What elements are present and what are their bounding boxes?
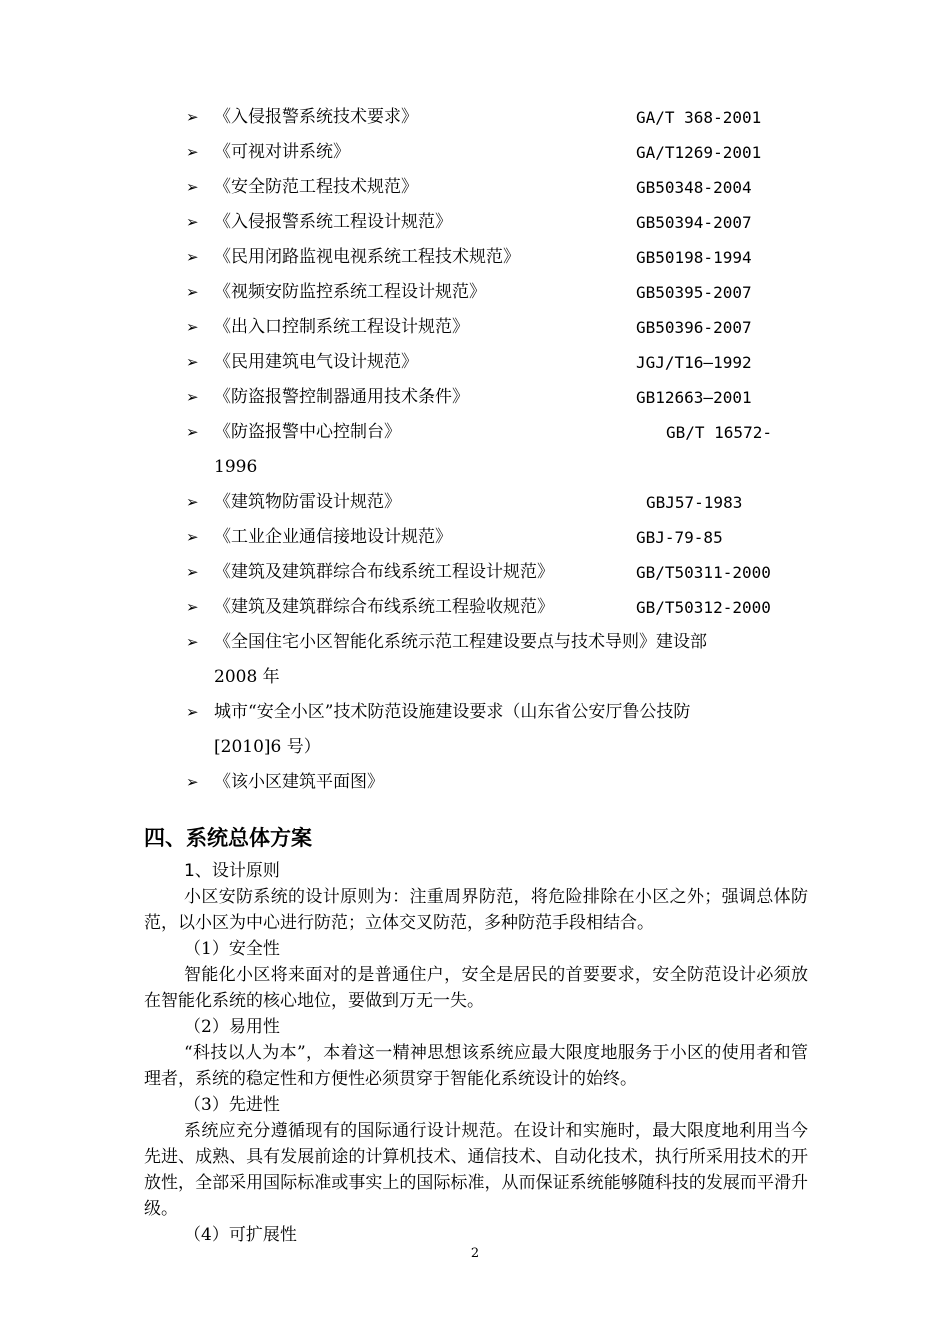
reference-code: GB50198-1994 [636,248,752,267]
arrow-bullet-icon: ➢ [186,493,199,511]
reference-code: GA/T 368-2001 [636,108,762,127]
reference-code: GA/T1269-2001 [636,143,762,162]
reference-title: 《民用建筑电气设计规范》 [214,352,418,372]
reference-title: 《入侵报警系统工程设计规范》 [214,212,452,232]
list-item [186,205,806,240]
reference-code: GBJ57-1983 [646,493,743,512]
reference-title: 《该小区建筑平面图》 [214,772,384,792]
reference-code: GB/T50311-2000 [636,563,771,582]
arrow-bullet-icon: ➢ [186,318,199,336]
list-item [186,485,806,520]
reference-continuation: 1996 [214,457,258,477]
reference-title: 《民用闭路监视电视系统工程技术规范》 [214,247,520,267]
principle-label: （3）先进性 [184,1095,280,1115]
section-heading: 四、系统总体方案 [144,826,312,850]
list-item [186,100,806,135]
reference-code: GB12663—2001 [636,388,752,407]
arrow-bullet-icon: ➢ [186,528,199,546]
reference-code: GB50396-2007 [636,318,752,337]
reference-code: GB/T 16572- [666,423,772,442]
reference-title: 《可视对讲系统》 [214,142,350,162]
principle-label: （4）可扩展性 [184,1225,297,1245]
reference-code: GB/T50312-2000 [636,598,771,617]
arrow-bullet-icon: ➢ [186,703,199,721]
arrow-bullet-icon: ➢ [186,213,199,231]
reference-title: 城市“安全小区”技术防范设施建设要求（山东省公安厅鲁公技防 [214,702,691,722]
list-item [186,275,806,310]
reference-list [186,100,806,800]
list-item [186,345,806,380]
list-item [186,695,806,730]
list-item [186,310,806,345]
arrow-bullet-icon: ➢ [186,248,199,266]
list-item [186,625,806,660]
reference-code: GB50394-2007 [636,213,752,232]
reference-title: 《入侵报警系统技术要求》 [214,107,418,127]
arrow-bullet-icon: ➢ [186,423,199,441]
principle-text: 系统应充分遵循现有的国际通行设计规范。在设计和实施时，最大限度地利用当今先进、成熟、具有发展前途的计算机技术、通信技术、自动化技术，执行所采用技术的开放性，全部采用国际标准或事实上的国际标准，从而保证系统能够随科技的发展而平滑升级。 [144,1121,808,1219]
reference-title: 《防盗报警中心控制台》 [214,422,401,442]
list-item [186,415,806,450]
reference-title: 《视频安防监控系统工程设计规范》 [214,282,486,302]
reference-continuation: 2008 年 [214,667,280,687]
reference-title: 《建筑及建筑群综合布线系统工程设计规范》 [214,562,554,582]
principle-text: “科技以人为本”，本着这一精神思想该系统应最大限度地服务于小区的使用者和管理者，系统的稳定性和方便性必须贯穿于智能化系统设计的始终。 [144,1043,808,1089]
reference-title: 《防盗报警控制器通用技术条件》 [214,387,469,407]
reference-code: GB50395-2007 [636,283,752,302]
reference-title: 《全国住宅小区智能化系统示范工程建设要点与技术导则》建设部 [214,632,707,652]
reference-title: 《出入口控制系统工程设计规范》 [214,317,469,337]
reference-continuation: [2010]6 号） [214,737,321,757]
arrow-bullet-icon: ➢ [186,143,199,161]
list-item [186,380,806,415]
list-item [186,555,806,590]
list-item [186,240,806,275]
arrow-bullet-icon: ➢ [186,563,199,581]
intro-paragraph: 小区安防系统的设计原则为：注重周界防范，将危险排除在小区之外；强调总体防范，以小区为中心进行防范；立体交叉防范，多种防范手段相结合。 [144,887,808,933]
list-item [186,135,806,170]
arrow-bullet-icon: ➢ [186,178,199,196]
arrow-bullet-icon: ➢ [186,353,199,371]
reference-code: GB50348-2004 [636,178,752,197]
page-number: 2 [470,1246,480,1261]
reference-code: GBJ-79-85 [636,528,723,547]
subsection-heading: 1、设计原则 [184,861,280,881]
arrow-bullet-icon: ➢ [186,388,199,406]
reference-code: JGJ/T16—1992 [636,353,752,372]
arrow-bullet-icon: ➢ [186,773,199,791]
reference-title: 《建筑物防雷设计规范》 [214,492,401,512]
principle-label: （1）安全性 [184,939,280,959]
arrow-bullet-icon: ➢ [186,633,199,651]
list-item [186,765,806,800]
reference-title: 《建筑及建筑群综合布线系统工程验收规范》 [214,597,554,617]
reference-title: 《安全防范工程技术规范》 [214,177,418,197]
section-body [144,858,808,1248]
list-item [186,170,806,205]
reference-title: 《工业企业通信接地设计规范》 [214,527,452,547]
list-item [186,590,806,625]
arrow-bullet-icon: ➢ [186,108,199,126]
arrow-bullet-icon: ➢ [186,598,199,616]
list-item [186,520,806,555]
arrow-bullet-icon: ➢ [186,283,199,301]
principle-text: 智能化小区将来面对的是普通住户，安全是居民的首要要求，安全防范设计必须放在智能化系统的核心地位，要做到万无一失。 [144,965,808,1011]
principle-label: （2）易用性 [184,1017,280,1037]
